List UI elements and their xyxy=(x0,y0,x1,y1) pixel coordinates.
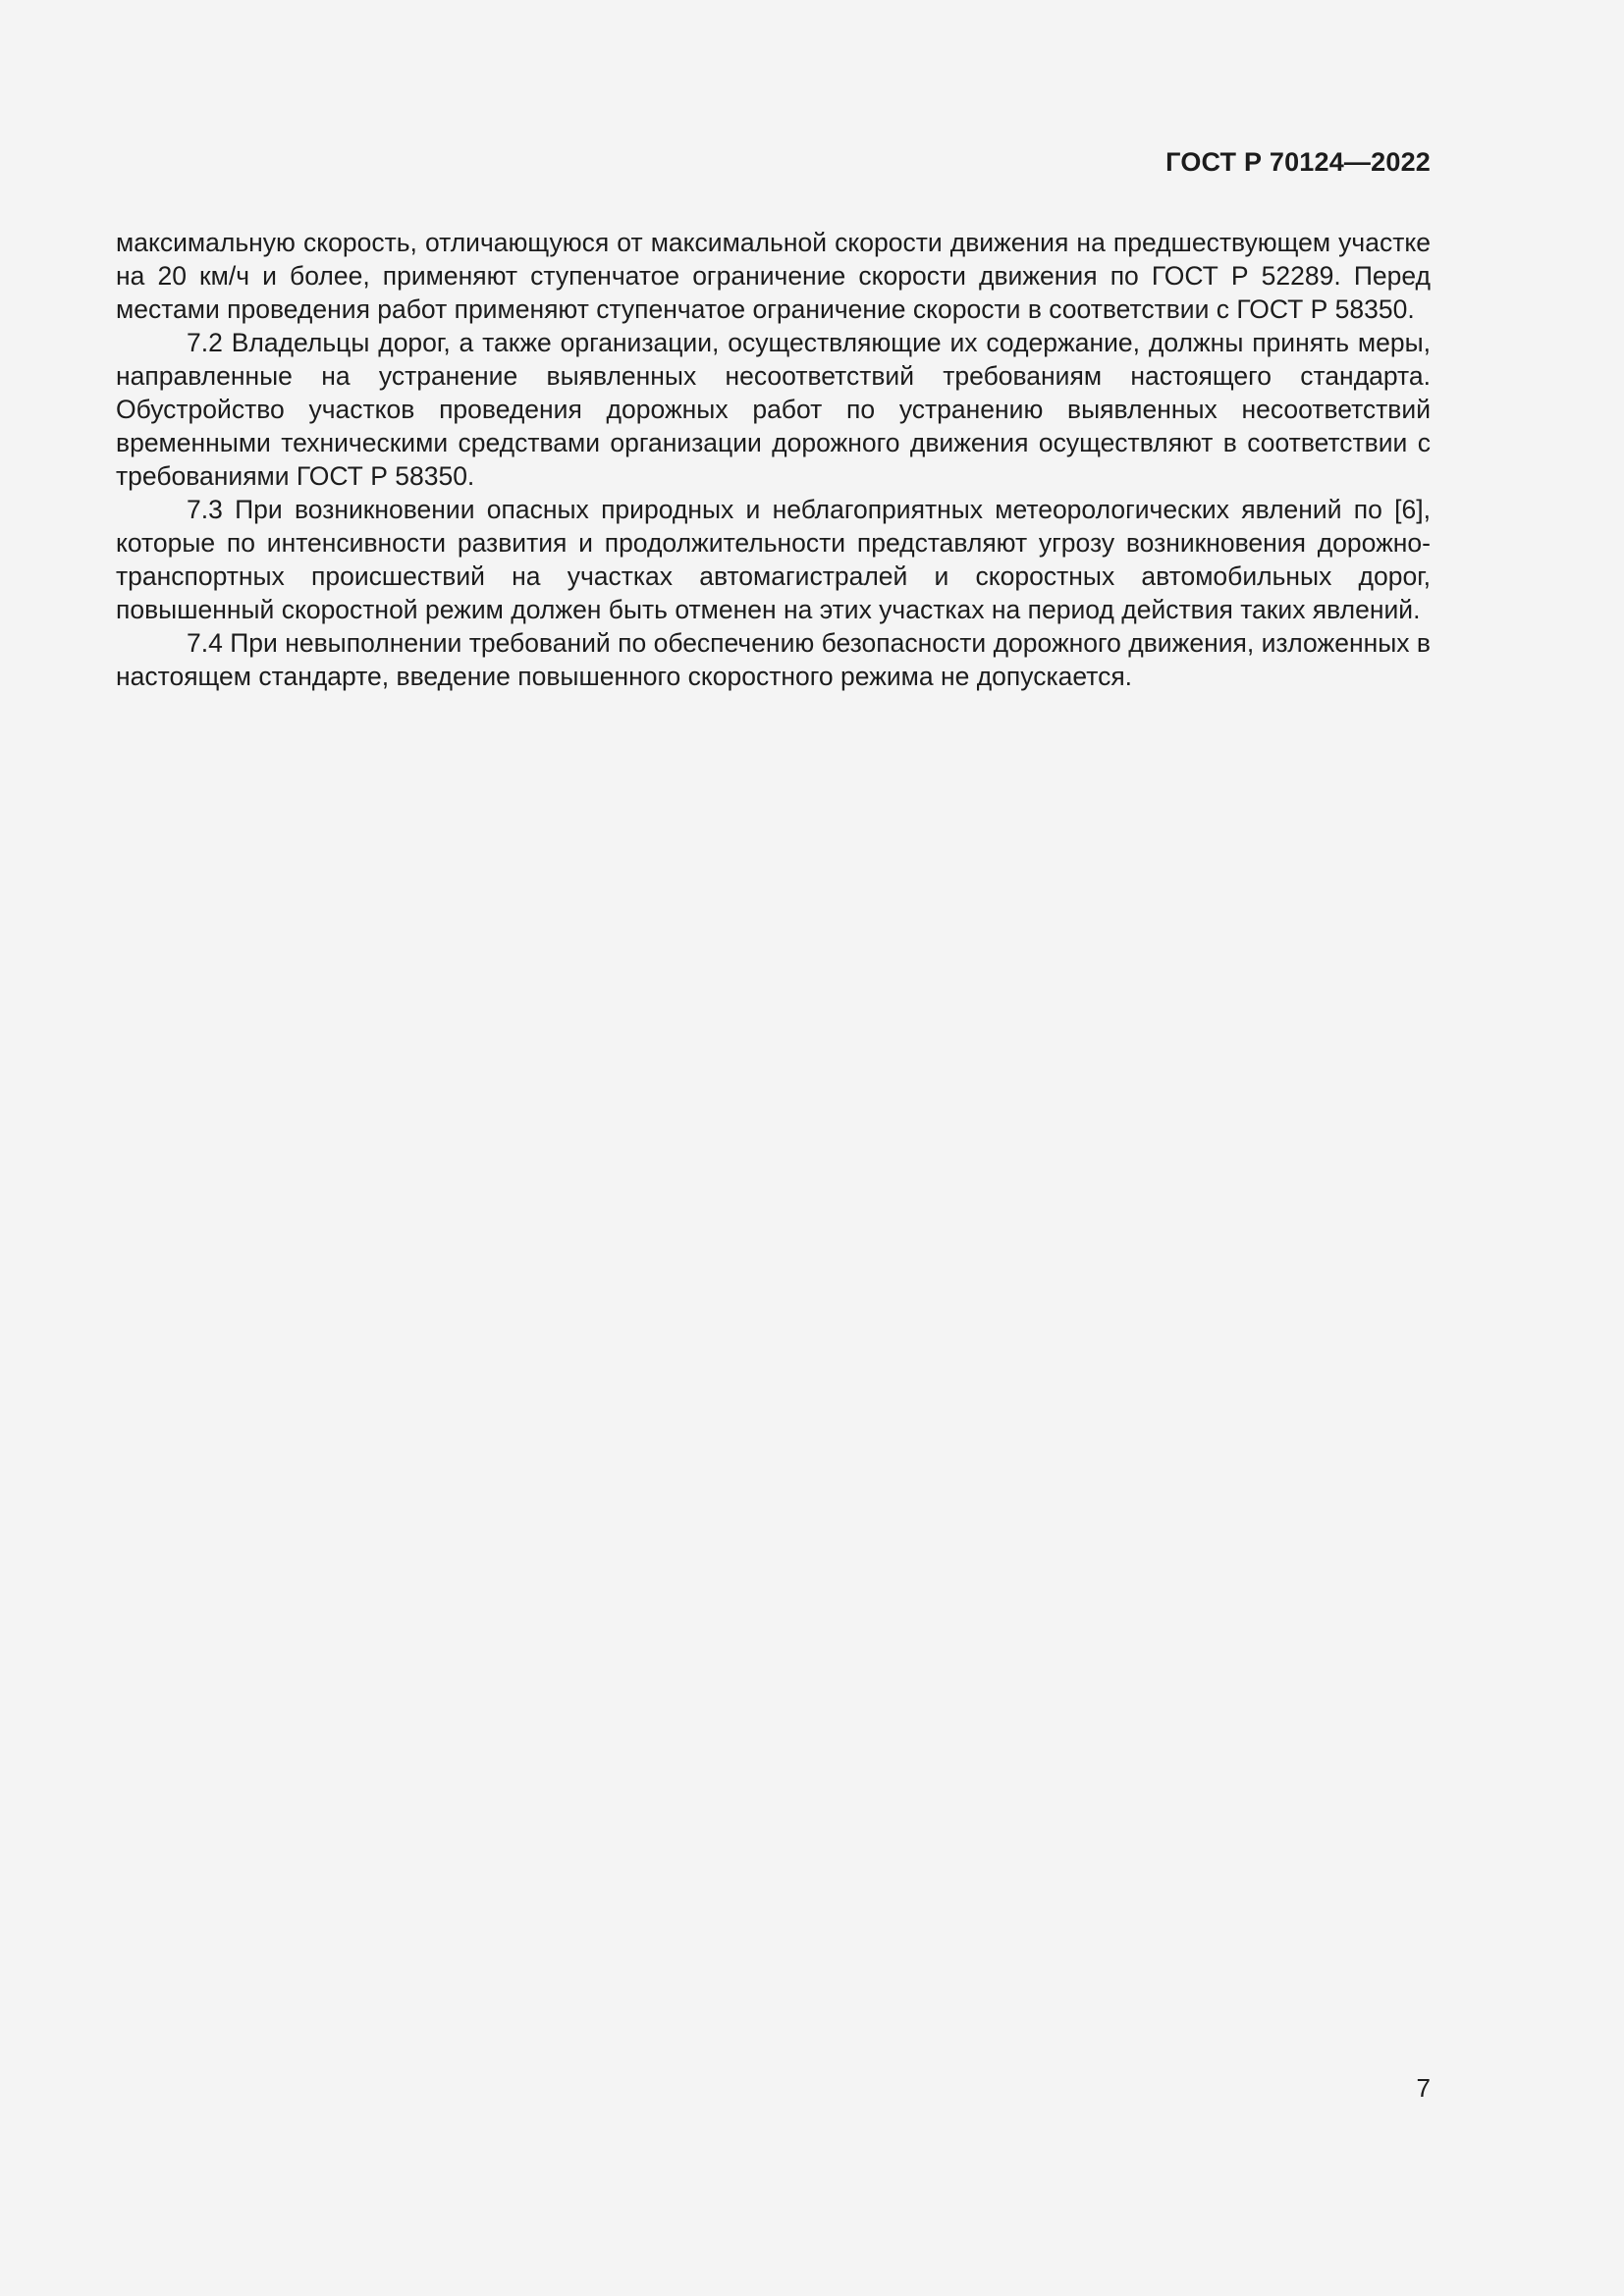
document-body xyxy=(116,226,1431,693)
paragraph-7-3: 7.3 При возникновении опасных природных и неблагоприятных метеорологических явлений по [6], которые по интенсивности развития и продолжительности представляют угрозу возникновения дорожно-транспортных происшествий на участках автомагистралей и скоростных автомобильных дорог, повышенный скоростной режим должен быть отменен на этих участках на период действия таких явлений. xyxy=(116,495,1431,624)
paragraph-7-4: 7.4 При невыполнении требований по обеспечению безопасности дорожного движения, изложенных в настоящем стандарте, введение повышенного скоростного режима не допускается. xyxy=(116,628,1431,691)
paragraph-7-2: 7.2 Владельцы дорог, а также организации, осуществляющие их содержание, должны принять меры, направленные на устранение выявленных несоответствий требованиям настоящего стандарта. Обустройство участков проведения дорожных работ по устранению выявленных несоответствий временными техническими средствами организации дорожного движения осуществляют в соответствии с требованиями ГОСТ Р 58350. xyxy=(116,328,1431,491)
page-number: 7 xyxy=(1416,2073,1431,2103)
document-code: ГОСТ Р 70124—2022 xyxy=(1165,147,1431,177)
paragraph-continuation: максимальную скорость, отличающуюся от максимальной скорости движения на предшествующем участке на 20 км/ч и более, применяют ступенчатое ограничение скорости движения по ГОСТ Р 52289. Перед местами проведения работ применяют ступенчатое ограничение скорости в соответствии с ГОСТ Р 58350. xyxy=(116,228,1431,324)
